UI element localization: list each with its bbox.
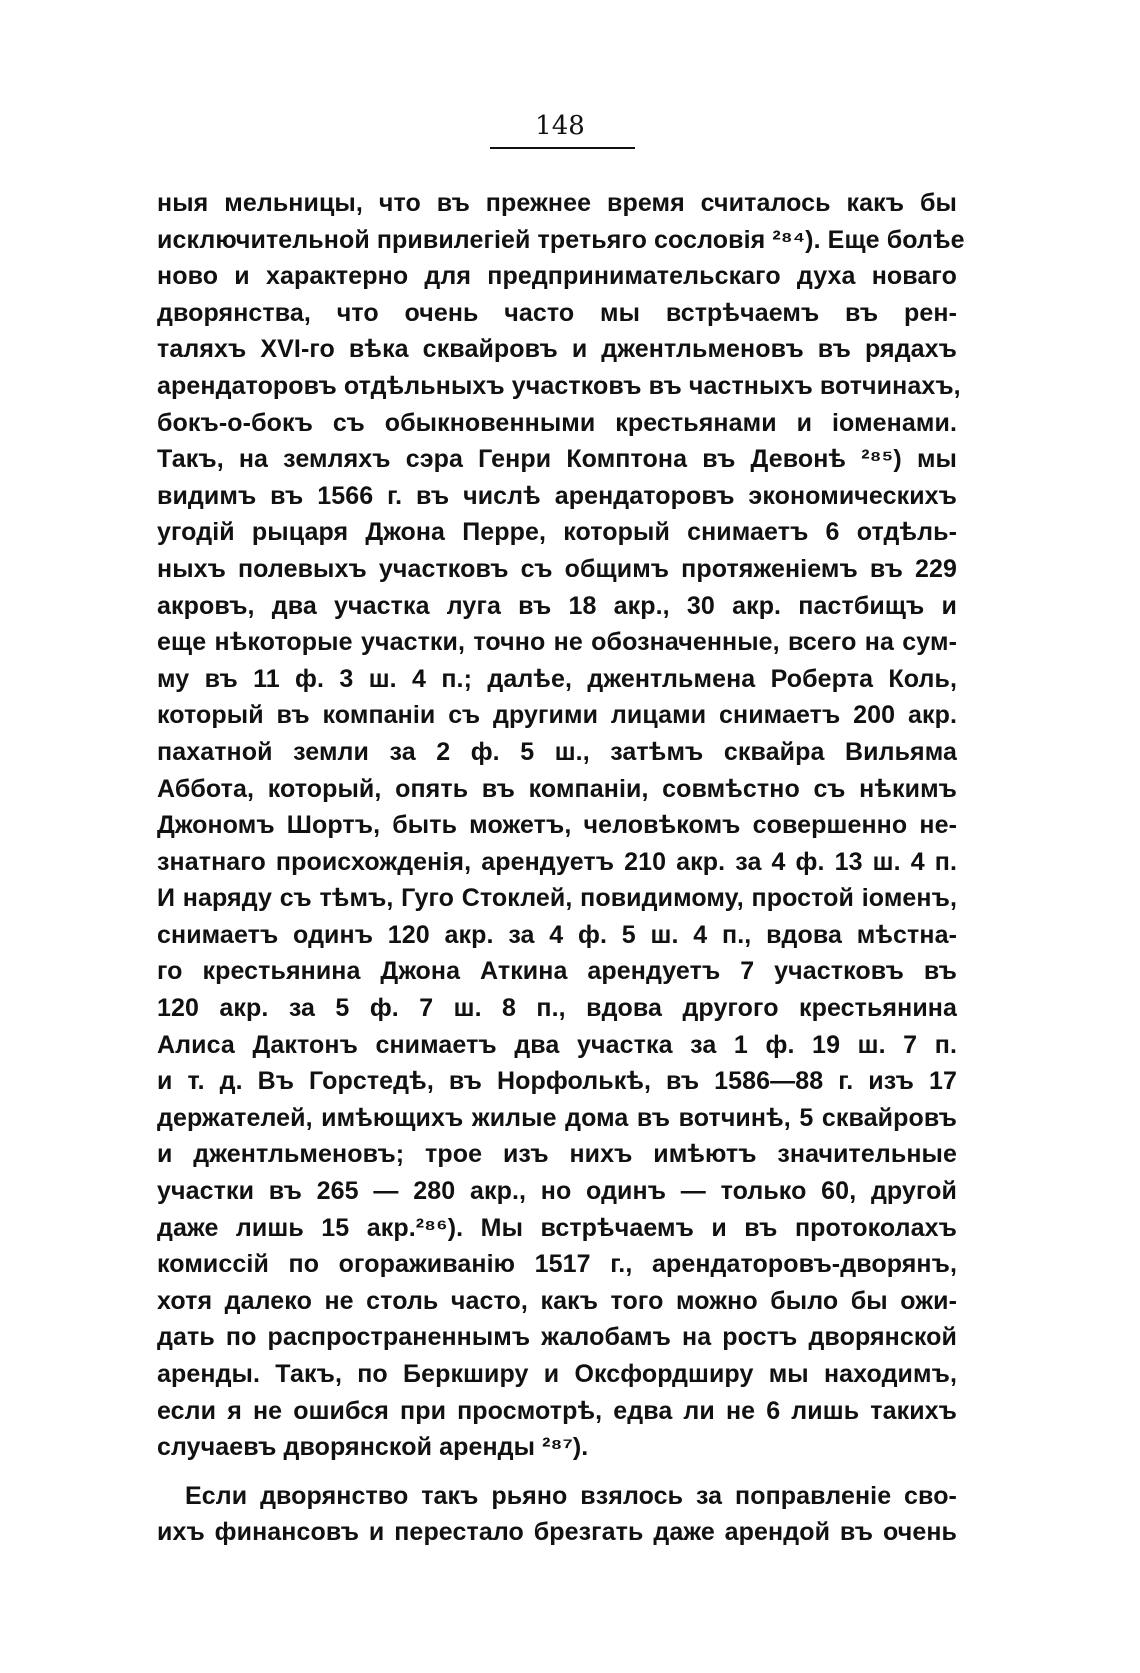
paragraph-start-line: Если дворянство такъ рьяно взялось за поправленіе сво- xyxy=(185,1481,957,1510)
text-line: даже лишь 15 акр.²⁸⁶). Мы встрѣчаемъ и въ протоколахъ xyxy=(157,1213,957,1242)
text-line: дворянства, что очень часто мы встрѣчаемъ въ рен- xyxy=(157,298,957,327)
body-text xyxy=(157,185,965,1551)
text-line: Аббота, который, опять въ компаніи, совмѣстно съ нѣкимъ xyxy=(157,774,957,803)
text-line: и т. д. Въ Горстедѣ, въ Норфолькѣ, въ 1586—88 г. изъ 17 xyxy=(157,1067,957,1096)
text-line: угодій рыцаря Джона Перре, который снимаетъ 6 отдѣль- xyxy=(157,518,957,547)
page-number-rule xyxy=(490,147,635,149)
text-line: ныхъ полевыхъ участковъ съ общимъ протяженіемъ въ 229 xyxy=(157,554,957,583)
text-line: и джентльменовъ; трое изъ нихъ имѣютъ значительные xyxy=(157,1140,957,1169)
text-line: акровъ, два участка луга въ 18 акр., 30 акр. пастбищъ и xyxy=(157,591,957,620)
text-line: который въ компаніи съ другими лицами снимаетъ 200 акр. xyxy=(157,701,957,730)
text-line: ново и характерно для предпринимательскаго духа новаго xyxy=(157,262,957,291)
text-line: видимъ въ 1566 г. въ числѣ арендаторовъ экономическихъ xyxy=(157,481,957,510)
text-line: дать по распространеннымъ жалобамъ на ростъ дворянской xyxy=(157,1323,957,1352)
text-line: еще нѣкоторые участки, точно не обозначенные, всего на сум- xyxy=(157,628,957,657)
text-line: исключительной привилегіей третьяго сословія ²⁸⁴). Еще болѣе xyxy=(157,225,965,254)
text-line: Джономъ Шортъ, быть можетъ, человѣкомъ совершенно не- xyxy=(157,811,957,840)
text-line: Такъ, на земляхъ сэра Генри Комптона въ Девонѣ ²⁸⁵) мы xyxy=(157,445,957,474)
text-line: 120 акр. за 5 ф. 7 ш. 8 п., вдова другого крестьянина xyxy=(157,994,957,1023)
text-line: Алиса Дактонъ снимаетъ два участка за 1 ф. 19 ш. 7 п. xyxy=(157,1030,957,1059)
text-line: арендаторовъ отдѣльныхъ участковъ въ частныхъ вотчинахъ, xyxy=(157,371,961,400)
text-line: снимаетъ одинъ 120 акр. за 4 ф. 5 ш. 4 п., вдова мѣстна- xyxy=(157,920,957,949)
text-line: ихъ финансовъ и перестало брезгать даже арендой въ очень xyxy=(157,1518,957,1547)
text-line: аренды. Такъ, по Беркширу и Оксфордширу мы находимъ, xyxy=(157,1360,957,1388)
text-line: И наряду съ тѣмъ, Гуго Стоклей, повидимому, простой іоменъ, xyxy=(157,884,957,913)
text-line: бокъ-о-бокъ съ обыкновенными крестьянами и іоменами. xyxy=(157,408,957,437)
text-line: комиссій по огораживанію 1517 г., арендаторовъ-дворянъ, xyxy=(157,1250,957,1279)
page-number: 148 xyxy=(535,111,585,141)
text-line: пахатной земли за 2 ф. 5 ш., затѣмъ сквайра Вильяма xyxy=(157,737,957,766)
text-line: знатнаго происхожденія, арендуетъ 210 акр. за 4 ф. 13 ш. 4 п. xyxy=(157,847,957,876)
paragraph-end-line: случаевъ дворянской аренды ²⁸⁷). xyxy=(157,1433,589,1462)
text-line: хотя далеко не столь часто, какъ того можно было бы ожи- xyxy=(157,1286,957,1315)
text-line: таляхъ XVI-го вѣка сквайровъ и джентльменовъ въ рядахъ xyxy=(157,335,957,364)
text-line: если я не ошибся при просмотрѣ, едва ли не 6 лишь такихъ xyxy=(157,1396,957,1425)
text-line: му въ 11 ф. 3 ш. 4 п.; далѣе, джентльмена Роберта Коль, xyxy=(157,664,957,693)
text-line: участки въ 265 — 280 акр., но одинъ — только 60, другой xyxy=(157,1177,957,1206)
text-line: держателей, имѣющихъ жилые дома въ вотчинѣ, 5 сквайровъ xyxy=(157,1103,957,1132)
text-line: ныя мельницы, что въ прежнее время считалось какъ бы xyxy=(157,189,957,217)
text-line: го крестьянина Джона Аткина арендуетъ 7 участковъ въ xyxy=(157,957,957,986)
